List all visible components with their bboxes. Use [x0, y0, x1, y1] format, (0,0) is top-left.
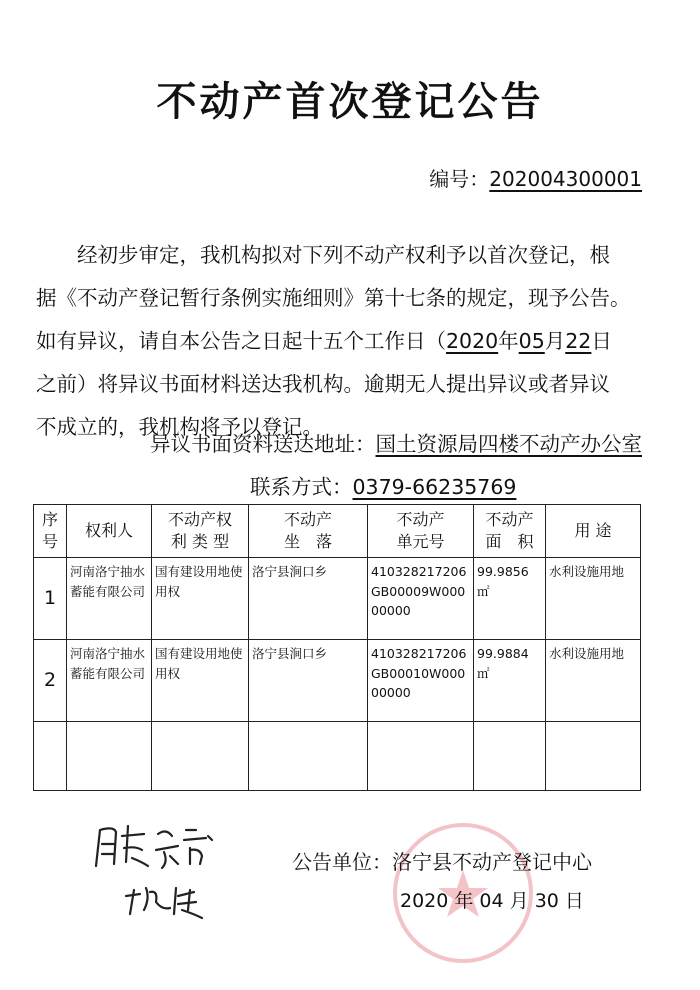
cell-seq: 2 — [34, 640, 67, 722]
empty-cell — [368, 722, 474, 791]
table-row-empty — [34, 722, 641, 791]
header-unit-number: 不动产 单元号 — [368, 505, 474, 558]
cell-holder: 河南洛宁抽水蓄能有限公司 — [67, 558, 152, 640]
deadline-year: 2020 — [446, 329, 499, 353]
address-label: 异议书面资料送达地址： — [150, 432, 376, 456]
cell-holder: 河南洛宁抽水蓄能有限公司 — [67, 640, 152, 722]
empty-cell — [34, 722, 67, 791]
header-area: 不动产 面 积 — [474, 505, 546, 558]
empty-cell — [152, 722, 249, 791]
paragraph-text: 如有异议，请自本公告之日起十五个工作日（ — [36, 329, 446, 353]
contact-label: 联系方式： — [250, 475, 353, 499]
contact-info — [250, 470, 516, 500]
announcing-unit-name: 洛宁县不动产登记中心 — [392, 850, 592, 874]
cell-seq: 1 — [34, 558, 67, 640]
header-holder: 权利人 — [67, 505, 152, 558]
cell-right-type: 国有建设用地使用权 — [152, 558, 249, 640]
table-row — [34, 640, 641, 722]
announcement-date: 2020 年 04 月 30 日 — [400, 890, 584, 912]
header-seq: 序 号 — [34, 505, 67, 558]
paragraph-line: 经初步审定，我机构拟对下列不动产权利予以首次登记，根 — [77, 243, 610, 267]
deadline-month: 05 — [518, 329, 545, 353]
month-suffix: 月 — [544, 329, 566, 353]
announcing-unit — [292, 846, 592, 875]
table-row — [34, 558, 641, 640]
paragraph-line: 之前）将异议书面材料送达我机构。逾期无人提出异议或者异议 — [36, 372, 610, 396]
address-value: 国土资源局四楼不动产办公室 — [375, 432, 642, 456]
day-suffix: 日 — [591, 329, 612, 353]
document-number-value: 202004300001 — [489, 167, 642, 191]
deadline-day: 22 — [565, 329, 592, 353]
empty-cell — [474, 722, 546, 791]
empty-cell — [249, 722, 368, 791]
objection-address — [150, 427, 642, 457]
cell-area: 99.9856 ㎡ — [474, 558, 546, 640]
cell-use: 水利设施用地 — [546, 558, 641, 640]
contact-phone: 0379-66235769 — [352, 475, 517, 499]
page-title: 不动产首次登记公告 — [156, 79, 544, 125]
document-number-label: 编号： — [429, 167, 490, 191]
handwritten-signature — [86, 806, 236, 926]
notice-paragraph — [36, 234, 648, 449]
cell-location: 洛宁县涧口乡 — [249, 558, 368, 640]
header-location: 不动产 坐 落 — [249, 505, 368, 558]
document-number — [429, 163, 642, 192]
paragraph-line: 不成立的，我机构将予以登记。 — [36, 415, 323, 439]
table-header-row — [34, 505, 641, 558]
cell-location: 洛宁县涧口乡 — [249, 640, 368, 722]
cell-area: 99.9884 ㎡ — [474, 640, 546, 722]
cell-use: 水利设施用地 — [546, 640, 641, 722]
cell-right-type: 国有建设用地使用权 — [152, 640, 249, 722]
announcing-unit-label: 公告单位： — [292, 850, 392, 874]
year-suffix: 年 — [498, 329, 519, 353]
cell-unit-number: 410328217206GB00010W00000000 — [368, 640, 474, 722]
header-use: 用 途 — [546, 505, 641, 558]
paragraph-line: 据《不动产登记暂行条例实施细则》第十七条的规定，现予公告。 — [36, 286, 631, 310]
cell-unit-number: 410328217206GB00009W00000000 — [368, 558, 474, 640]
paragraph-line — [36, 320, 648, 363]
empty-cell — [67, 722, 152, 791]
empty-cell — [546, 722, 641, 791]
registration-table — [33, 504, 641, 791]
header-right-type: 不动产权 利 类 型 — [152, 505, 249, 558]
